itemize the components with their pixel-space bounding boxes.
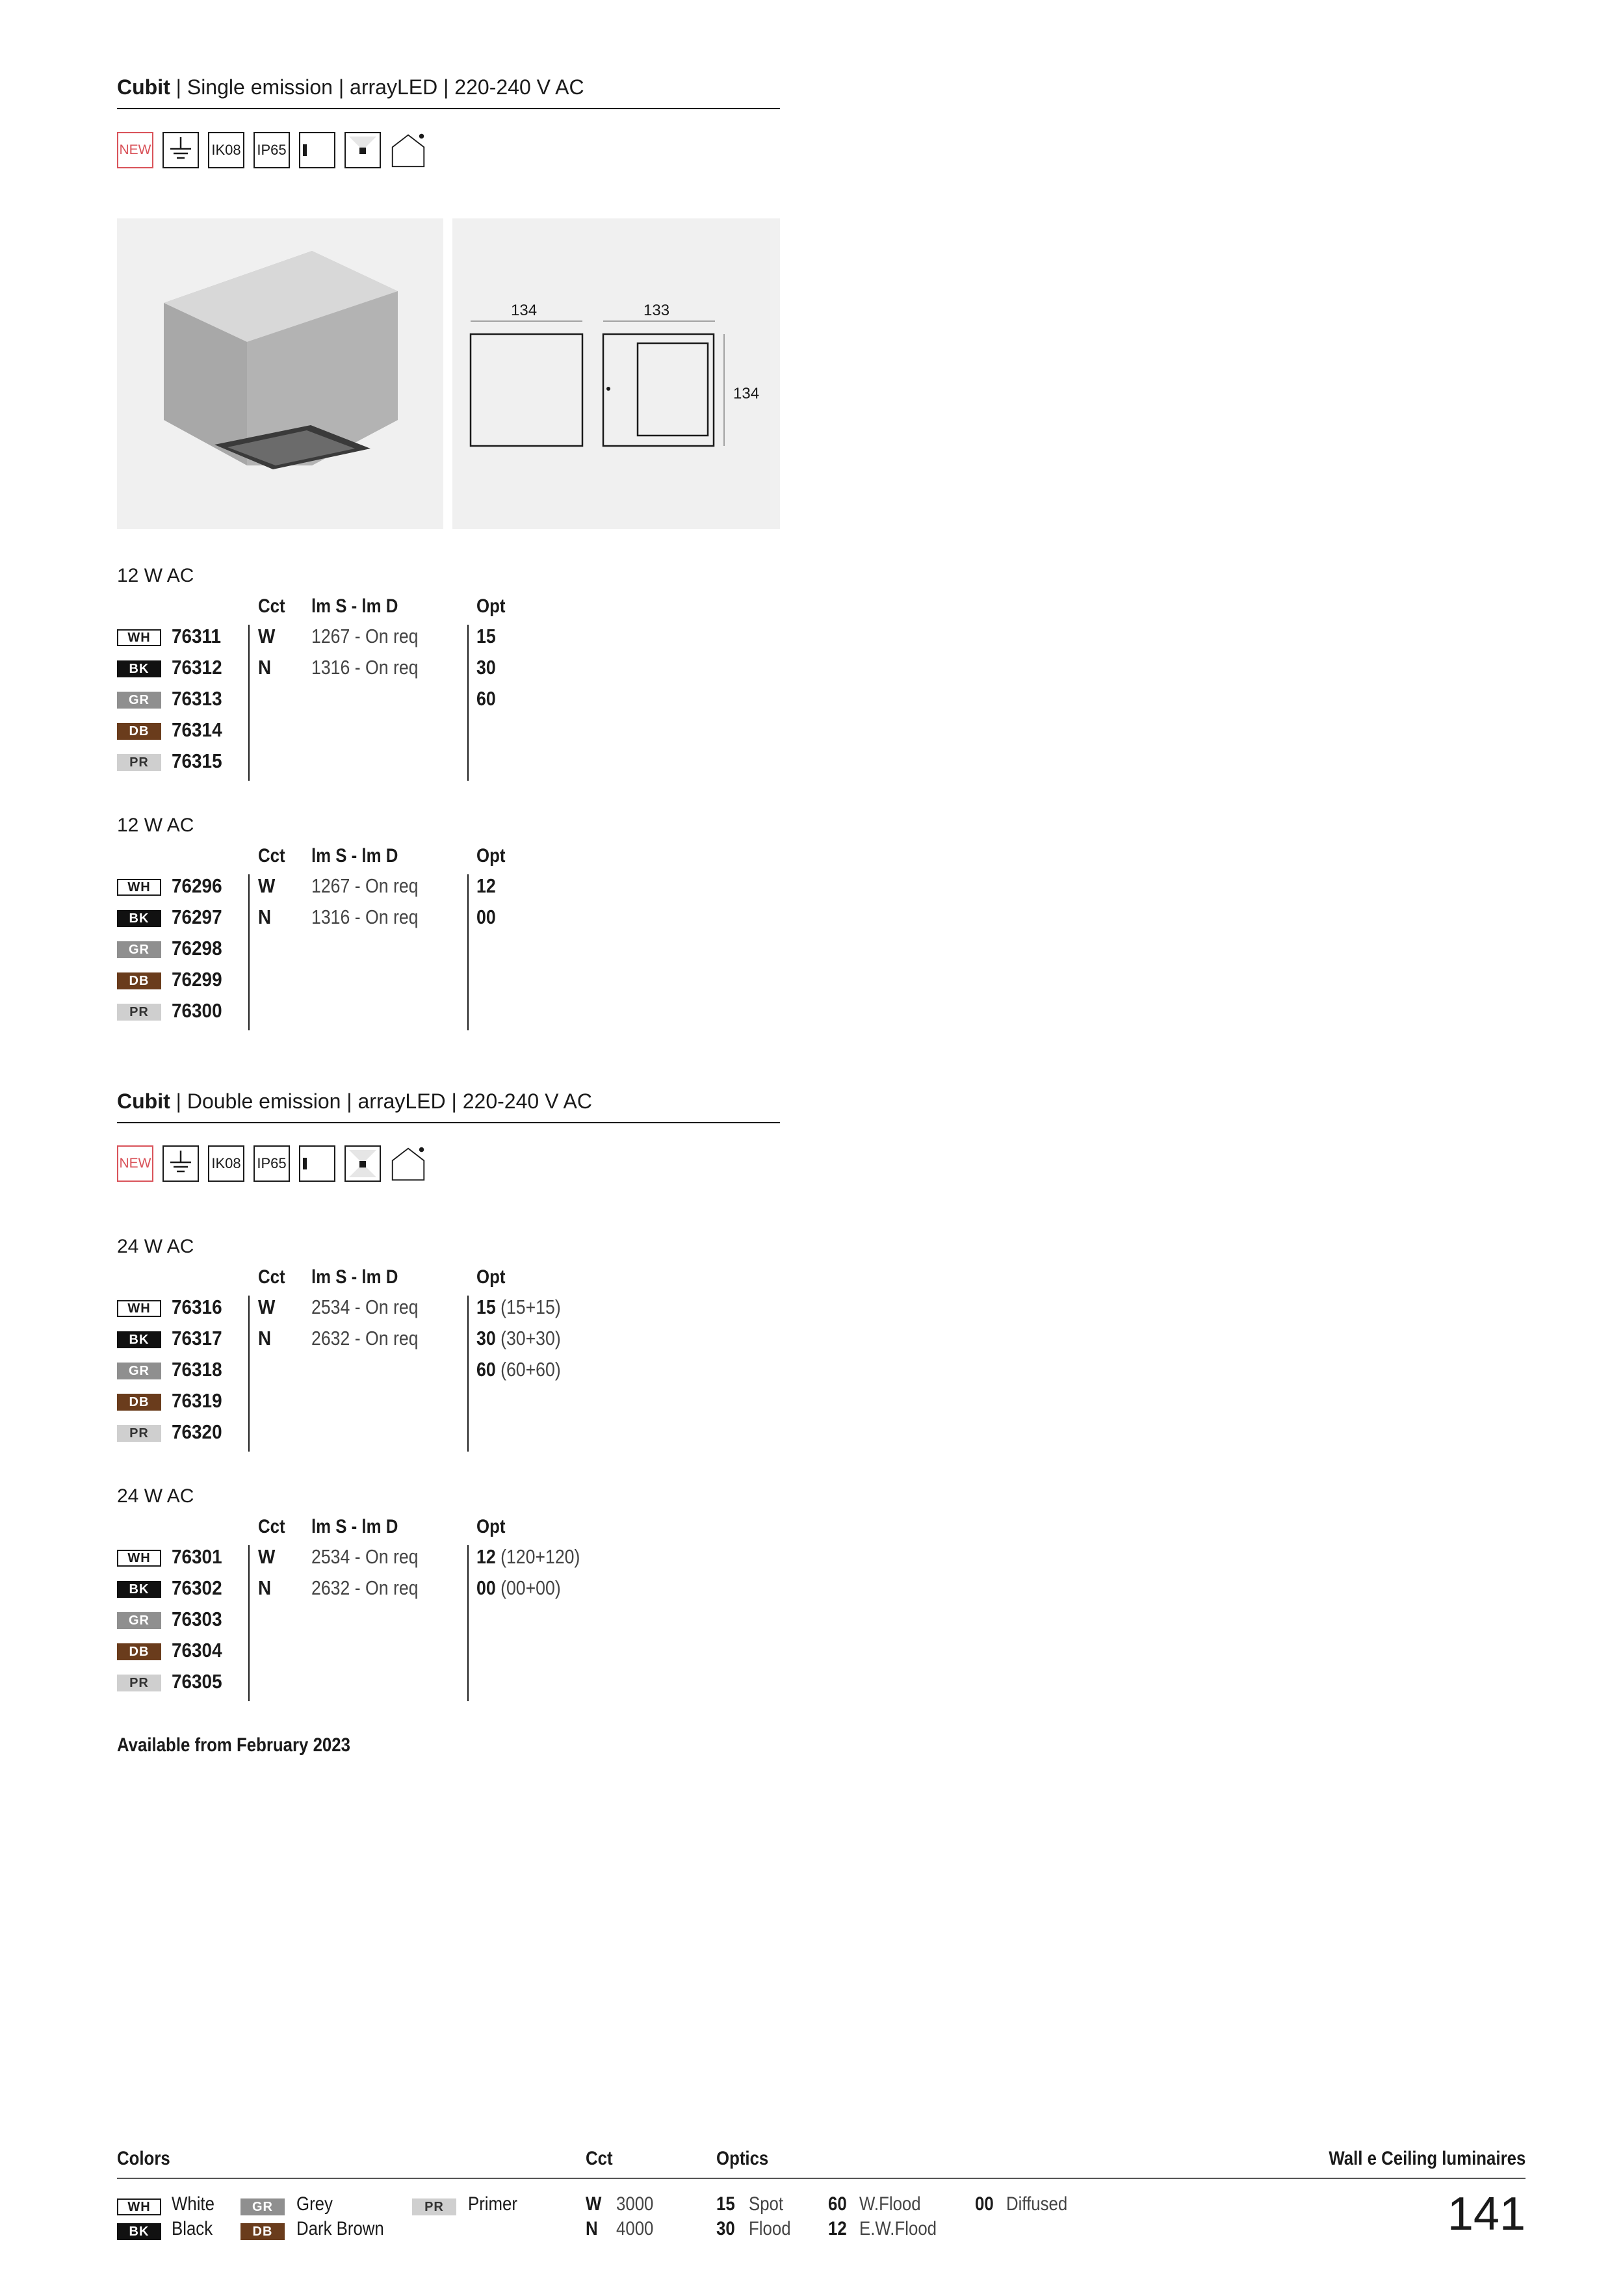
col-header-cct: Cct [258, 595, 285, 617]
outdoor-house-icon [390, 1145, 426, 1182]
color-badge: PR [117, 1004, 161, 1021]
col-header-lm: lm S - lm D [311, 1516, 398, 1537]
optic-code: 12 [828, 2218, 847, 2239]
feature-icons-single [117, 132, 426, 168]
ik08-icon: IK08 [208, 132, 244, 168]
dimension-width-label: 134 [511, 302, 538, 319]
table-row [117, 1420, 780, 1446]
col-header-lm: lm S - lm D [311, 595, 398, 617]
feature-icons-double [117, 1145, 426, 1182]
color-badge-wh: WH [117, 2198, 161, 2215]
optic-name: E.W.Flood [859, 2218, 937, 2239]
table-wattage: 24 W AC [117, 1485, 194, 1507]
color-badge: DB [117, 1394, 161, 1411]
color-badge: GR [117, 1612, 161, 1629]
product-code: 76302 [172, 1576, 222, 1599]
lumen-value: 2534 - On req [311, 1296, 419, 1318]
color-badge: BK [117, 910, 161, 927]
cct-value: N [258, 656, 272, 679]
earth-ground-icon [162, 132, 199, 168]
color-badge: GR [117, 1363, 161, 1379]
col-header-opt: Opt [476, 595, 506, 617]
color-badge: PR [117, 754, 161, 771]
table-row [117, 1545, 780, 1571]
title-rule [117, 108, 780, 109]
color-badge-db: DB [240, 2223, 285, 2240]
lumen-value: 2632 - On req [311, 1576, 419, 1599]
product-code: 76301 [172, 1545, 222, 1568]
table-row [117, 999, 780, 1025]
lumen-value: 1267 - On req [311, 874, 419, 897]
color-badge: WH [117, 1300, 161, 1317]
color-name: White [172, 2193, 214, 2215]
optic-value: 12 (120+120) [476, 1545, 580, 1568]
cct-value: W [258, 874, 276, 897]
product-code: 76318 [172, 1358, 222, 1381]
ip65-icon: IP65 [253, 132, 290, 168]
table-row [117, 937, 780, 963]
product-code: 76316 [172, 1296, 222, 1318]
ik08-icon: IK08 [208, 1145, 244, 1182]
footer-category: Wall e Ceiling luminaires [1329, 2148, 1526, 2169]
section-title-double: Cubit | Double emission | arrayLED | 220-240 V AC [117, 1089, 592, 1113]
cct-value: W [258, 1545, 276, 1568]
table-row [117, 1670, 780, 1696]
footer-colors-legend [117, 2193, 517, 2241]
product-code: 76300 [172, 999, 222, 1022]
availability-note: Available from February 2023 [117, 1734, 350, 1756]
optic-name: Flood [749, 2218, 791, 2239]
color-badge: DB [117, 1643, 161, 1660]
table-row [117, 1296, 780, 1322]
outdoor-house-icon [390, 132, 426, 168]
product-code: 76314 [172, 718, 222, 741]
product-code: 76320 [172, 1420, 222, 1443]
table-row [117, 656, 780, 682]
lumen-value: 1316 - On req [311, 906, 419, 928]
new-badge-icon: NEW [117, 132, 153, 168]
dimension-depth-label: 133 [643, 302, 670, 319]
earth-ground-icon [162, 1145, 199, 1182]
optic-value: 30 [476, 656, 496, 679]
optic-name: W.Flood [859, 2193, 921, 2215]
optic-value: 00 [476, 906, 496, 928]
footer-rule [117, 2178, 1526, 2179]
col-header-opt: Opt [476, 1516, 506, 1537]
table-row [117, 750, 780, 776]
color-badge: DB [117, 723, 161, 740]
optic-value: 12 [476, 874, 496, 897]
col-header-opt: Opt [476, 1266, 506, 1288]
table-row [117, 625, 780, 651]
product-code: 76296 [172, 874, 222, 897]
table-row [117, 1639, 780, 1665]
table-wattage: 24 W AC [117, 1236, 194, 1257]
optic-name: Spot [749, 2193, 784, 2215]
optic-code: 15 [716, 2193, 735, 2215]
footer-optics-heading: Optics [716, 2148, 769, 2169]
footer-colors-heading: Colors [117, 2148, 170, 2169]
table-row [117, 718, 780, 744]
product-code: 76315 [172, 750, 222, 772]
color-badge: BK [117, 660, 161, 677]
color-badge: GR [117, 692, 161, 709]
table-row [117, 1389, 780, 1415]
product-code: 76317 [172, 1327, 222, 1350]
cct-value: N [258, 906, 272, 928]
cct-value: N [258, 1327, 272, 1350]
new-badge-icon: NEW [117, 1145, 153, 1182]
color-badge: WH [117, 629, 161, 646]
color-badge-pr: PR [412, 2198, 456, 2215]
optic-name: Diffused [1006, 2193, 1068, 2215]
cct-value: W [258, 1296, 276, 1318]
table-wattage: 12 W AC [117, 815, 194, 836]
product-code: 76311 [172, 625, 222, 647]
table-row [117, 1327, 780, 1353]
optic-value: 30 (30+30) [476, 1327, 561, 1350]
product-code: 76304 [172, 1639, 222, 1662]
section-title-single: Cubit | Single emission | arrayLED | 220-240 V AC [117, 75, 584, 99]
optic-code: 60 [828, 2193, 847, 2215]
footer-cct-legend [586, 2193, 716, 2241]
lumen-value: 1267 - On req [311, 625, 419, 647]
product-code: 76303 [172, 1608, 222, 1630]
col-header-lm: lm S - lm D [311, 845, 398, 867]
color-badge-gr: GR [240, 2198, 285, 2215]
table-row [117, 874, 780, 900]
table-row [117, 906, 780, 932]
optic-value: 15 [476, 625, 496, 647]
wall-mount-icon [299, 132, 335, 168]
optic-value: 00 (00+00) [476, 1576, 561, 1599]
product-photo [117, 218, 443, 529]
optic-value: 60 (60+60) [476, 1358, 561, 1381]
cct-value: 3000 [616, 2193, 654, 2215]
col-header-cct: Cct [258, 845, 285, 867]
product-code: 76299 [172, 968, 222, 991]
product-code: 76313 [172, 687, 222, 710]
double-emission-icon [344, 1145, 381, 1182]
col-header-cct: Cct [258, 1266, 285, 1288]
cct-value: W [258, 625, 276, 647]
color-name: Black [172, 2218, 213, 2239]
color-badge: PR [117, 1675, 161, 1691]
cct-value: 4000 [616, 2218, 654, 2239]
color-name: Dark Brown [296, 2218, 384, 2239]
color-badge: WH [117, 1550, 161, 1567]
lumen-value: 2534 - On req [311, 1545, 419, 1568]
cct-value: N [258, 1576, 272, 1599]
optic-value: 60 [476, 687, 496, 710]
wall-mount-icon [299, 1145, 335, 1182]
footer-cct-heading: Cct [586, 2148, 613, 2169]
cct-code: W [586, 2193, 602, 2215]
table-row [117, 968, 780, 994]
optic-value: 15 (15+15) [476, 1296, 561, 1318]
page-number: 141 [1447, 2188, 1526, 2240]
product-code: 76319 [172, 1389, 222, 1412]
col-header-cct: Cct [258, 1516, 285, 1537]
footer-optics-legend [716, 2193, 1171, 2241]
table-row [117, 687, 780, 713]
ip65-icon: IP65 [253, 1145, 290, 1182]
color-badge: WH [117, 879, 161, 896]
optic-code: 30 [716, 2218, 735, 2239]
color-badge: BK [117, 1331, 161, 1348]
lumen-value: 1316 - On req [311, 656, 419, 679]
color-badge: BK [117, 1581, 161, 1598]
single-emission-icon [344, 132, 381, 168]
dimension-height-label: 134 [733, 385, 760, 402]
color-name: Primer [468, 2193, 517, 2215]
product-code: 76305 [172, 1670, 222, 1693]
color-badge: GR [117, 941, 161, 958]
optic-code: 00 [975, 2193, 994, 2215]
technical-drawing [452, 218, 780, 529]
table-wattage: 12 W AC [117, 565, 194, 586]
col-header-lm: lm S - lm D [311, 1266, 398, 1288]
product-code: 76312 [172, 656, 222, 679]
table-row [117, 1608, 780, 1634]
color-badge-bk: BK [117, 2223, 161, 2240]
color-name: Grey [296, 2193, 333, 2215]
col-header-opt: Opt [476, 845, 506, 867]
table-row [117, 1576, 780, 1602]
cct-code: N [586, 2218, 598, 2239]
product-code: 76297 [172, 906, 222, 928]
title-rule [117, 1122, 780, 1123]
lumen-value: 2632 - On req [311, 1327, 419, 1350]
color-badge: PR [117, 1425, 161, 1442]
product-code: 76298 [172, 937, 222, 959]
table-row [117, 1358, 780, 1384]
color-badge: DB [117, 972, 161, 989]
